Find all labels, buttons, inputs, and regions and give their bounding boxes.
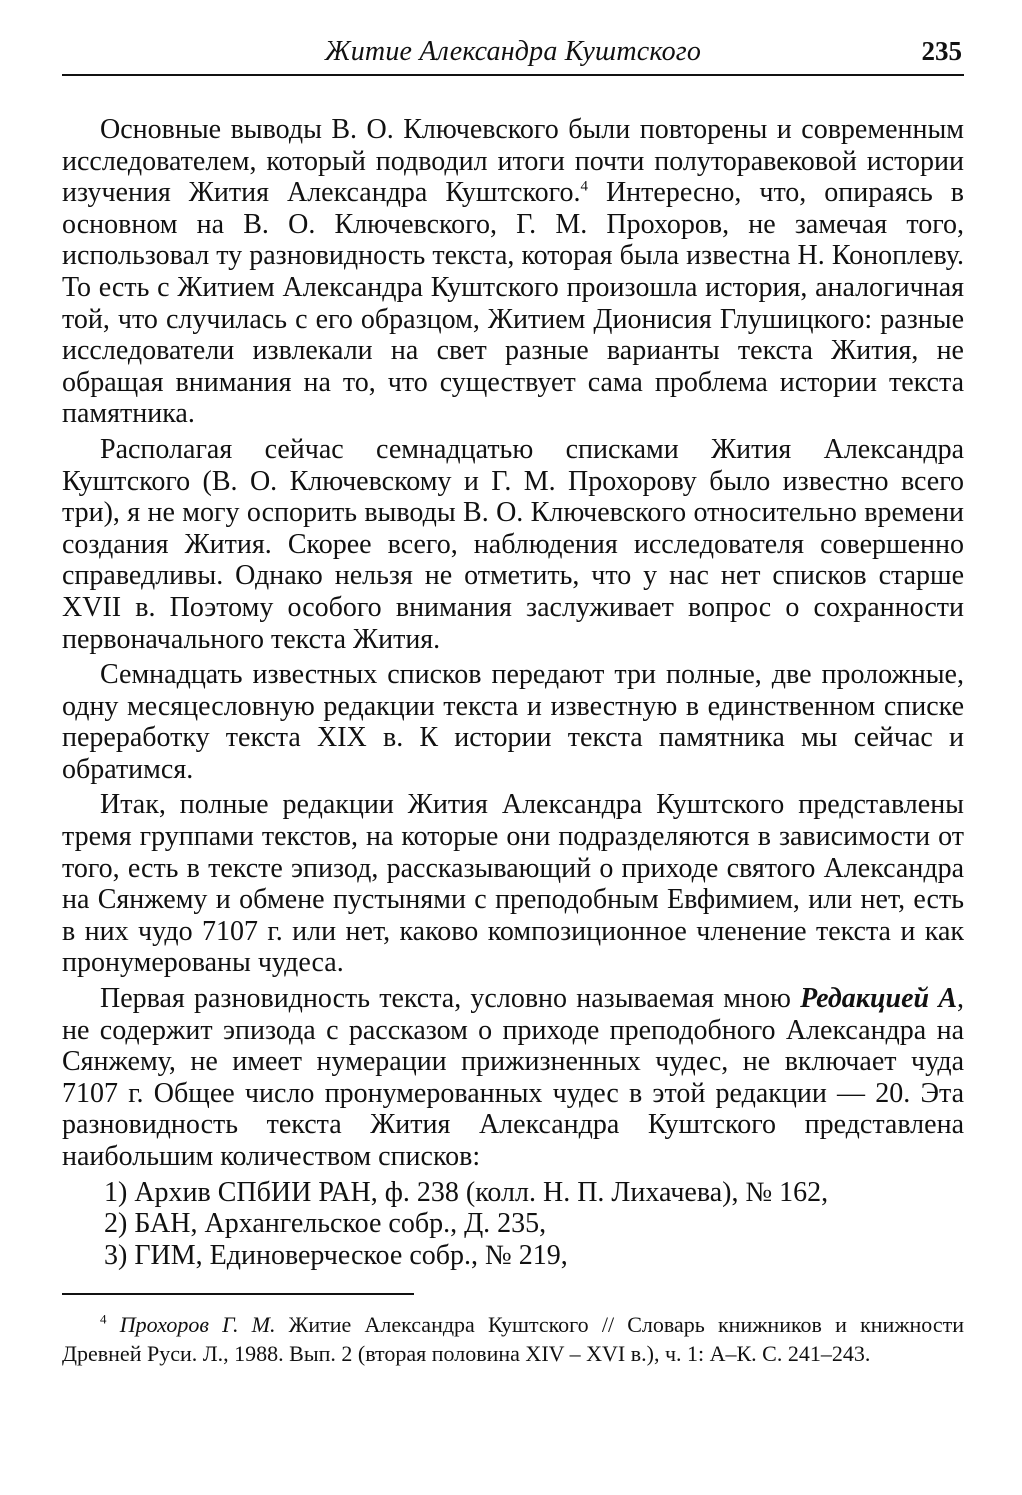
- paragraph-5: [62, 983, 964, 1173]
- running-title: Житие Александра Куштского: [324, 36, 702, 67]
- page-number: 235: [921, 36, 962, 66]
- paragraph-1: [62, 114, 964, 430]
- main-text: [62, 114, 964, 1271]
- list-item: 1) Архив СПбИИ РАН, ф. 238 (колл. Н. П. Лихачева), № 162,: [104, 1176, 829, 1208]
- footnote-author: Прохоров Г. М.: [119, 1312, 276, 1338]
- list-item: 2) БАН, Архангельское собр., Д. 235,: [104, 1208, 547, 1240]
- paragraph-1-text-b: Интересно, что, опираясь в основном на В. О. Ключевского, Г. М. Прохоров, не замечая того, использовал ту разновидность текста, которая была известна Н. Коноплеву. То есть с Житием Александра Куштского произошла история, аналогичная той, что случилась с его образцом, Житием Дионисия Глушицкого: разные исследователи извлекали на свет разные варианты текста Жития, не обращая внимания на то, что существует сама проблема истории текста памятника.: [62, 177, 964, 430]
- paragraph-3: Семнадцать известных списков передают три полные, две проложные, одну месяцесловную редакции текста и известную в единственном списке переработку текста XIX в. К истории текста памятника мы сейчас и обратимся.: [62, 659, 964, 785]
- footnote-text: Житие Александра Куштского // Словарь книжников и книжности Древней Руси. Л., 1988. Вып. 2 (вторая половина XIV – XVI в.), ч. 1: А–К. С. 241–243.: [62, 1312, 964, 1366]
- redaction-a-emphasis: Редакцией А: [800, 983, 957, 1015]
- footnote-divider: [62, 1293, 414, 1295]
- footnote-marker: 4: [100, 1312, 107, 1328]
- list-item: 3) ГИМ, Единоверческое собр., № 219,: [104, 1239, 568, 1271]
- footnote: [62, 1311, 964, 1368]
- paragraph-5-text-a: Первая разновидность текста, условно называемая мною: [100, 983, 801, 1015]
- paragraph-4: Итак, полные редакции Жития Александра Куштского представлены тремя группами текстов, на которые они подразделяются в зависимости от того, есть в тексте эпизод, рассказывающий о приходе святого Александра на Сянжему и обмене пустынями с преподобным Евфимием, или нет, есть в них чудо 7107 г. или нет, каково композиционное членение текста и как пронумерованы чудеса.: [62, 789, 964, 979]
- footnote-reference[interactable]: 4: [580, 178, 588, 195]
- running-header: [62, 26, 964, 76]
- book-page: [62, 26, 964, 1368]
- paragraph-5-text-b: , не содержит эпизода с рассказом о приходе преподобного Александра на Сянжему, не имеет нумерации прижизненных чудес, не включает чуда 7107 г. Общее число пронумерованных чудес в этой редакции — 20. Эта разновидность текста Жития Александра Куштского представлена наибольшим количеством списков:: [62, 983, 964, 1172]
- manuscript-list: [62, 1177, 964, 1272]
- paragraph-2: Располагая сейчас семнадцатью списками Жития Александра Куштского (В. О. Ключевскому и Г. М. Прохорову было известно всего три), я не могу оспорить выводы В. О. Ключевского относительно времени создания Жития. Скорее всего, наблюдения исследователя совершенно справедливы. Однако нельзя не отметить, что у нас нет списков старше XVII в. Поэтому особого внимания заслуживает вопрос о сохранности первоначального текста Жития.: [62, 433, 964, 655]
- paragraph-1-text-a: Основные выводы В. О. Ключевского были повторены и современным исследователем, который подводил итоги почти полуторавековой истории изучения Жития Александра Куштского.: [62, 114, 964, 209]
